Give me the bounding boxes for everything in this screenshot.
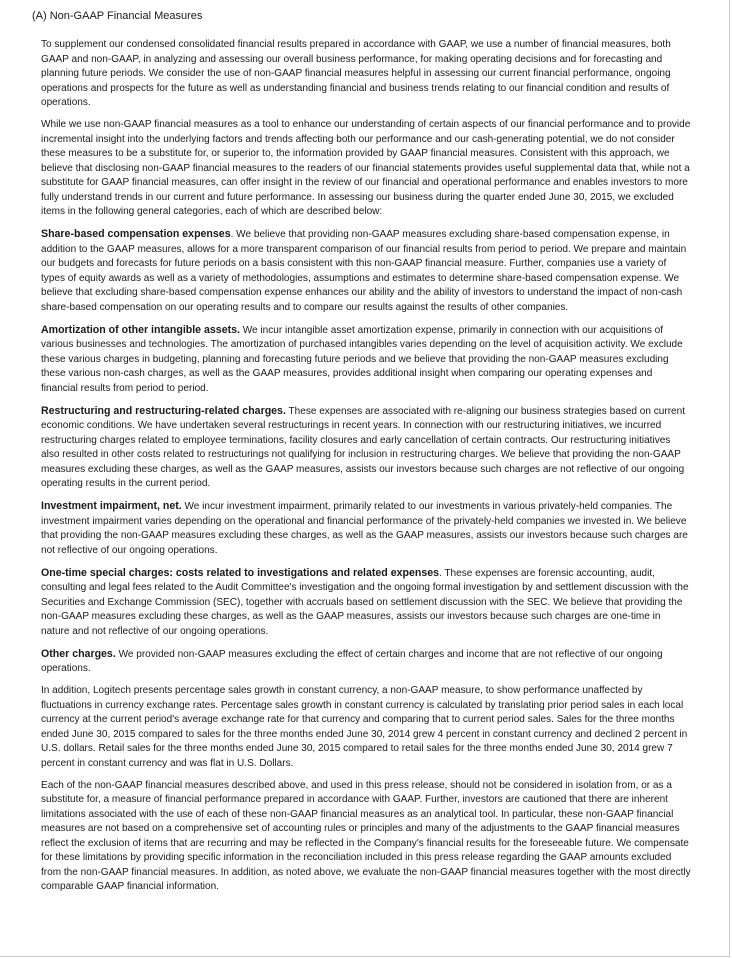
paragraph-text: While we use non-GAAP financial measures as a tool to enhance our understanding of certain aspects of our financial performance and to provide incremental insight into the underlying factors and trends affecting both our performance and our cash-generating potential, we do not consider these measures to be a substitute for, or superior to, the information provided by GAAP financial measures. Consistent with this approach, we believe that disclosing non-GAAP financial measures to the readers of our financial statements provides useful supplemental data that, while not a substitute for GAAP financial measures, can offer insight in the review of our financial and operational performance and enables investors to more fully understand trends in our current and future performance. In assessing our business during the quarter ended June 30, 2015, we excluded items in the following general categories, each of which are described below: xyxy=(41,119,691,217)
paragraph-term: Other charges. xyxy=(41,647,116,660)
paragraph-term: Restructuring and restructuring-related charges. xyxy=(41,404,286,417)
paragraph-constant-currency xyxy=(41,684,691,771)
paragraph-other-charges xyxy=(41,647,691,677)
paragraph-term: Investment impairment, net. xyxy=(41,500,182,512)
paragraph-term: Amortization of other intangible assets. xyxy=(41,323,240,336)
paragraph-term: Share-based compensation expenses xyxy=(41,228,231,240)
paragraph-text: We provided non-GAAP measures excluding the effect of certain charges and income that are not reflective of our ongoing operations. xyxy=(41,648,663,674)
document-body xyxy=(41,38,691,902)
paragraph-text: . These expenses are forensic accounting, audit, consulting and legal fees related to the Audit Committee's investigation and the ongoing formal investigation by and settlement discussion with the Securities and Exchange Commission (SEC), together with accruals based on settlement discussion with the SEC. We believe that providing the non-GAAP measures excluding these charges, as well as the GAAP measures, assists our investors because such charges are one-time in nature and not reflective of our ongoing operations. xyxy=(41,567,689,637)
paragraph-text: These expenses are associated with re-aligning our business strategies based on current economic conditions. We have undertaken several restructurings in recent years. In connection with our restructuring initiatives, we incurred restructuring charges related to employee terminations, facility closures and early cancellation of certain contracts. Our restructuring initiatives also resulted in other costs related to restructurings not qualifying for inclusion in restructuring charges. We believe that providing the non-GAAP measures excluding these charges, as well as the GAAP measures, assists our investors because such charges are not reflective of our ongoing operating results in the current period. xyxy=(41,405,686,489)
paragraph-text: . We believe that providing non-GAAP measures excluding share-based compensation expense, in addition to the GAAP measures, allows for a more transparent comparison of our financial results from period to period. We prepare and maintain our budgets and forecasts for future periods on a basis consistent with this non-GAAP financial measure. Further, companies use a variety of types of equity awards as well as a variety of methodologies, assumptions and estimates to determine share-based compensation expense. We believe that excluding share-based compensation expense enhances our ability and the ability of investors to understand the impact of non-cash share-based compensation on our operating results and to compare our results against the results of other companies. xyxy=(41,229,687,313)
paragraph-amortization xyxy=(41,323,691,397)
paragraph-intro xyxy=(41,38,691,111)
paragraph-text: We incur investment impairment, primarily related to our investments in various privately-held companies. The investment impairment varies depending on the operational and financial performance of the privately-held companies we invested in. We believe that providing the non-GAAP measures excluding these charges, as well as the GAAP measures, assists our investors because such charges are not reflective of our ongoing operations. xyxy=(41,501,688,556)
paragraph-one-time-charges xyxy=(41,566,691,640)
paragraph-text: We incur intangible asset amortization expense, primarily in connection with our acquisitions of various businesses and technologies. The amortization of purchased intangibles varies depending on the level of acquisition activity. We exclude these various charges in budgeting, planning and forecasting future periods and we believe that providing the non-GAAP measures excluding these various non-cash charges, as well as the GAAP measures, provides additional insight when comparing our operating expenses and financial results from period to period. xyxy=(41,324,683,394)
paragraph-share-based-compensation xyxy=(41,227,691,315)
paragraph-restructuring xyxy=(41,404,691,492)
paragraph-text: To supplement our condensed consolidated financial results prepared in accordance with GAAP, we use a number of financial measures, both GAAP and non-GAAP, in analyzing and assessing our overall business performance, for making operating decisions and for forecasting and planning future periods. We consider the use of non-GAAP financial measures helpful in assessing our current financial performance, ongoing operations and prospects for the future as well as understanding financial and business trends relating to our financial condition and results of operations. xyxy=(41,39,671,108)
paragraph-investment-impairment xyxy=(41,499,691,558)
paragraph-limitations xyxy=(41,779,691,895)
paragraph-approach xyxy=(41,118,691,220)
section-heading: (A) Non-GAAP Financial Measures xyxy=(32,10,203,22)
paragraph-text: In addition, Logitech presents percentage sales growth in constant currency, a non-GAAP measure, to show performance unaffected by fluctuations in currency exchange rates. Percentage sales growth in constant currency is calculated by translating prior period sales in each local currency at the current period's average exchange rate for that currency and comparing that to current period sales. Sales for the three months ended June 30, 2015 compared to sales for the three months ended June 30, 2014 grew 4 percent in constant currency and declined 2 percent in U.S. dollars. Retail sales for the three months ended June 30, 2015 compared to retail sales for the three months ended June 30, 2014 grew 7 percent in constant currency and was flat in U.S. Dollars. xyxy=(41,685,688,769)
paragraph-term: One-time special charges: costs related to investigations and related expenses xyxy=(41,566,439,579)
paragraph-text: Each of the non-GAAP financial measures described above, and used in this press release, should not be considered in isolation from, or as a substitute for, a measure of financial performance prepared in accordance with GAAP. Further, investors are cautioned that there are inherent limitations associated with the use of each of these non-GAAP financial measures as an analytical tool. In particular, these non-GAAP financial measures are not based on a comprehensive set of accounting rules or principles and many of the adjustments to the GAAP financial measures reflect the exclusion of items that are recurring and may be reflected in the Company's financial results for the foreseeable future. We compensate for these limitations by providing specific information in the reconciliation included in this press release regarding the GAAP amounts excluded from the non-GAAP financial measures. In addition, as noted above, we evaluate the non-GAAP financial measures together with the most directly comparable GAAP financial information. xyxy=(41,779,691,892)
